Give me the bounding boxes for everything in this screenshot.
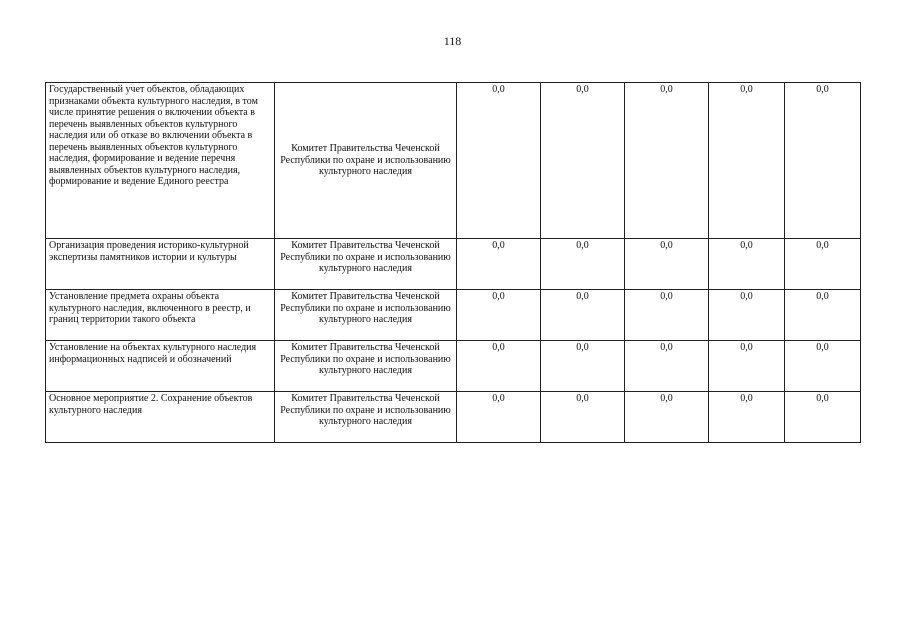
activity-name: Государственный учет объектов, обладающих признаками объекта культурного наследия, в том числе принятие решения о включении объекта в перечень выявленных объектов культурного наследия или об отказе во включении объекта в перечень выявленных объектов культурного наследия, формирование и ведение перечня выявленных объектов культурного наследия, формирование и ведение Единого реестра xyxy=(46,83,275,239)
value-cell: 0,0 xyxy=(625,290,709,341)
executor-name: Комитет Правительства Чеченской Республики по охране и использованию культурного наследия xyxy=(275,290,457,341)
value-cell: 0,0 xyxy=(625,239,709,290)
activity-name: Основное мероприятие 2. Сохранение объектов культурного наследия xyxy=(46,392,275,443)
executor-name: Комитет Правительства Чеченской Республики по охране и использованию культурного наследия xyxy=(275,83,457,239)
value-cell: 0,0 xyxy=(457,392,541,443)
value-cell: 0,0 xyxy=(541,83,625,239)
value-cell: 0,0 xyxy=(457,341,541,392)
value-cell: 0,0 xyxy=(785,392,861,443)
value-cell: 0,0 xyxy=(541,290,625,341)
value-cell: 0,0 xyxy=(457,83,541,239)
table-row xyxy=(46,341,861,392)
value-cell: 0,0 xyxy=(709,290,785,341)
executor-name: Комитет Правительства Чеченской Республики по охране и использованию культурного наследия xyxy=(275,341,457,392)
value-cell: 0,0 xyxy=(709,392,785,443)
executor-name: Комитет Правительства Чеченской Республики по охране и использованию культурного наследия xyxy=(275,392,457,443)
activity-name: Установление предмета охраны объекта культурного наследия, включенного в реестр, и границ территории такого объекта xyxy=(46,290,275,341)
activity-name: Установление на объектах культурного наследия информационных надписей и обозначений xyxy=(46,341,275,392)
value-cell: 0,0 xyxy=(709,239,785,290)
value-cell: 0,0 xyxy=(457,239,541,290)
value-cell: 0,0 xyxy=(541,341,625,392)
table-row xyxy=(46,290,861,341)
budget-table xyxy=(45,82,861,443)
activity-name: Организация проведения историко-культурной экспертизы памятников истории и культуры xyxy=(46,239,275,290)
value-cell: 0,0 xyxy=(625,392,709,443)
value-cell: 0,0 xyxy=(785,341,861,392)
page-number: 118 xyxy=(443,34,462,48)
value-cell: 0,0 xyxy=(785,83,861,239)
value-cell: 0,0 xyxy=(625,341,709,392)
value-cell: 0,0 xyxy=(785,290,861,341)
value-cell: 0,0 xyxy=(785,239,861,290)
value-cell: 0,0 xyxy=(709,83,785,239)
value-cell: 0,0 xyxy=(709,341,785,392)
table-row xyxy=(46,239,861,290)
executor-name: Комитет Правительства Чеченской Республики по охране и использованию культурного наследия xyxy=(275,239,457,290)
table-row xyxy=(46,83,861,239)
table-row xyxy=(46,392,861,443)
value-cell: 0,0 xyxy=(541,392,625,443)
value-cell: 0,0 xyxy=(541,239,625,290)
value-cell: 0,0 xyxy=(625,83,709,239)
value-cell: 0,0 xyxy=(457,290,541,341)
